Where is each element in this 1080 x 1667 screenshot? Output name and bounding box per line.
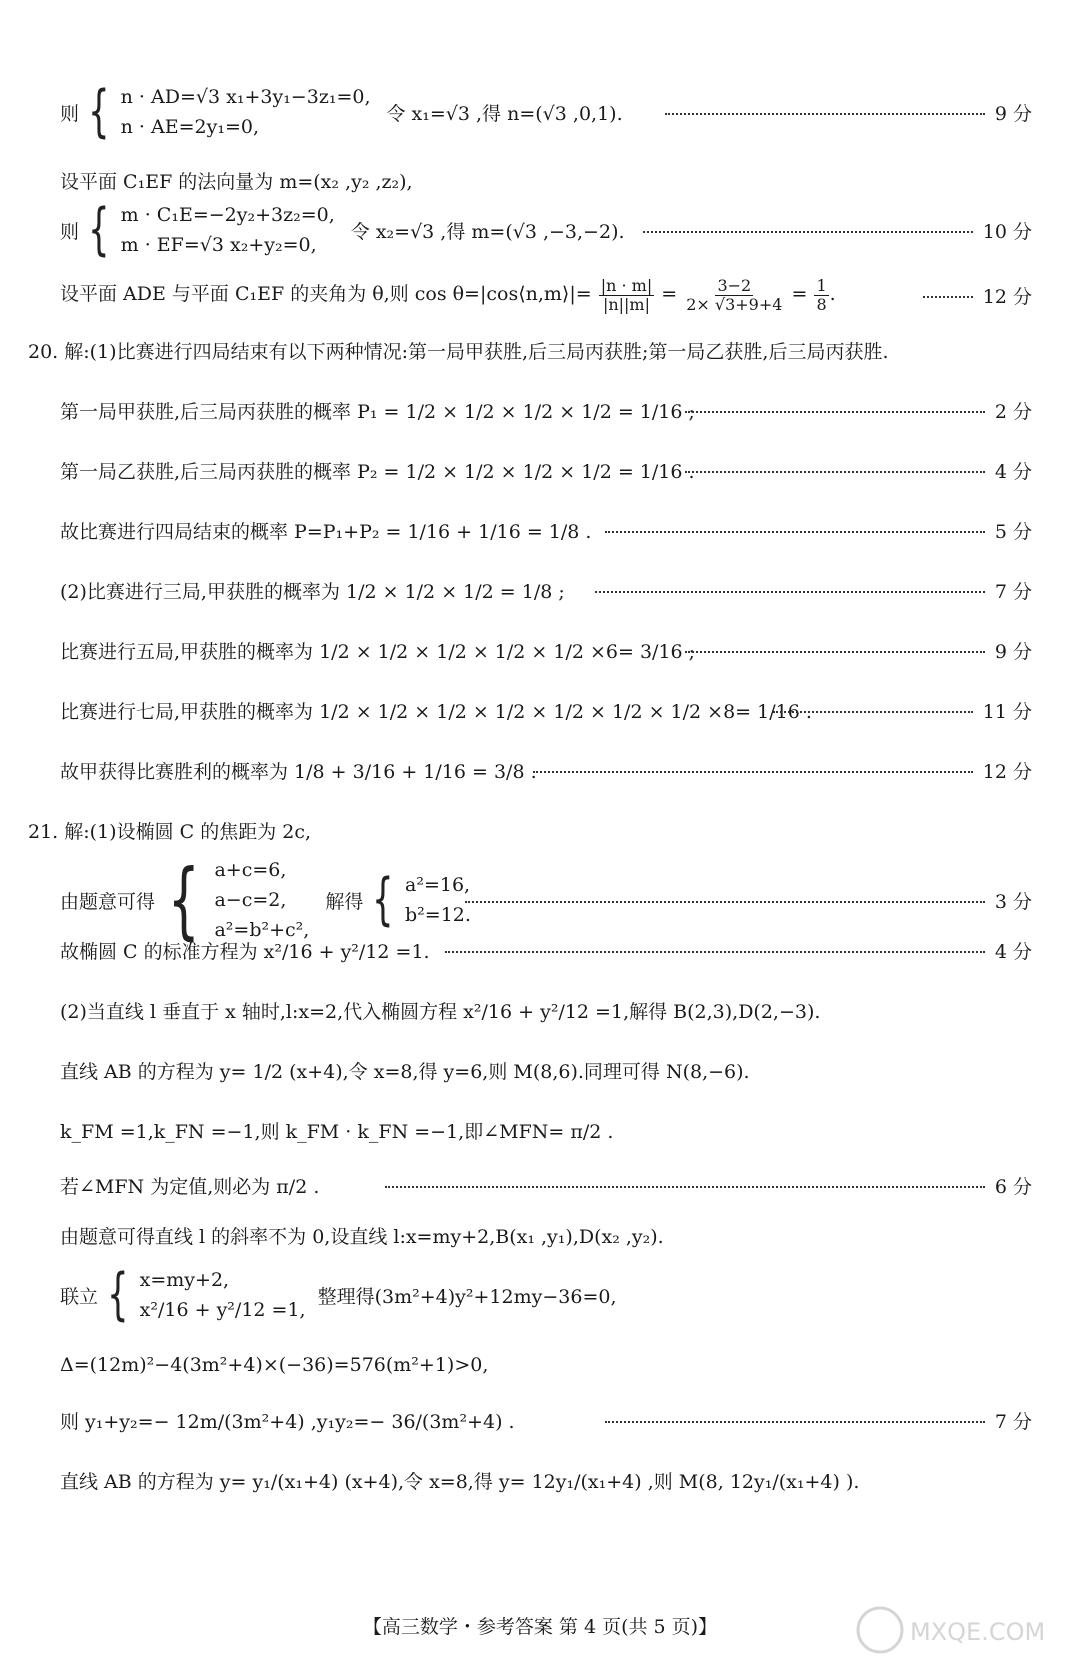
cos-text: 设平面 ADE 与平面 C₁EF 的夹角为 θ,则 cos θ=|cos⟨n,m⟩|= xyxy=(60,283,592,305)
q21-step xyxy=(0,920,1080,980)
system-intro: 联立 xyxy=(60,1285,99,1308)
dot-leader xyxy=(685,411,985,413)
dot-leader xyxy=(445,951,985,953)
solve-label: 解得 xyxy=(325,890,364,913)
page-footer: 【高三数学・参考答案 第 4 页(共 5 页)】 xyxy=(362,1616,718,1638)
eq-result: 整理得(3m²+4)y²+12my−36=0, xyxy=(317,1285,617,1308)
dot-leader xyxy=(595,591,985,593)
step-text: 故椭圆 C 的标准方程为 x²/16 + y²/12 =1. xyxy=(60,940,430,963)
watermark-logo xyxy=(850,1600,1060,1660)
q21-step xyxy=(0,1390,1080,1450)
eq-n-ae: n · AE=2y₁=0, xyxy=(120,116,260,138)
left-brace: { xyxy=(167,851,200,949)
then-label: 则 xyxy=(60,220,80,243)
system-m xyxy=(0,190,1080,270)
step-text: 故甲获得比赛胜利的概率为 1/8 + 3/16 + 1/16 = 3/8 . xyxy=(60,760,537,783)
score: 12 分 xyxy=(982,760,1032,783)
q21-step xyxy=(0,1335,1080,1395)
q21-lianli xyxy=(0,1255,1080,1335)
eq-n-result: 令 x₁=√3 ,得 n=(√3 ,0,1). xyxy=(386,102,623,125)
fraction xyxy=(599,277,655,313)
eq-m-ef: m · EF=√3 x₂+y₂=0, xyxy=(120,234,317,256)
eq: a+c=6, xyxy=(214,859,287,881)
left-brace: { xyxy=(88,197,110,262)
score: 5 分 xyxy=(994,520,1032,543)
eq-m-c1e: m · C₁E=−2y₂+3z₂=0, xyxy=(120,204,335,226)
numerator: |n · m| xyxy=(600,275,653,295)
q20-step xyxy=(0,440,1080,500)
left-brace: { xyxy=(88,79,110,144)
score: 10 分 xyxy=(982,220,1032,243)
eq: x²/16 + y²/12 =1, xyxy=(139,1299,306,1321)
fraction xyxy=(684,277,784,313)
score: 4 分 xyxy=(994,460,1032,483)
step-text: 第一局乙获胜,后三局丙获胜的概率 P₂ = 1/2 × 1/2 × 1/2 × 1/2 = 1/16 . xyxy=(60,460,695,483)
step-text: 故比赛进行四局结束的概率 P=P₁+P₂ = 1/16 + 1/16 = 1/8 . xyxy=(60,520,592,543)
step-text: 比赛进行七局,甲获胜的概率为 1/2 × 1/2 × 1/2 × 1/2 × 1/2 × 1/2 × 1/2 ×8= 1/16 . xyxy=(60,700,812,723)
numerator: 3−2 xyxy=(717,275,752,295)
watermark-circle xyxy=(858,1608,902,1652)
numerator: 1 xyxy=(816,275,827,295)
dot-leader xyxy=(685,651,985,653)
score: 9 分 xyxy=(994,640,1032,663)
q21-step xyxy=(0,1100,1080,1160)
score: 7 分 xyxy=(994,1410,1032,1433)
step-text: Δ=(12m)²−4(3m²+4)×(−36)=576(m²+1)>0, xyxy=(60,1354,489,1376)
dot-leader xyxy=(465,901,985,903)
dot-leader xyxy=(685,471,985,473)
q20-step xyxy=(0,680,1080,740)
cos-line xyxy=(0,265,1080,325)
step-text: 若∠MFN 为定值,则必为 π/2 . xyxy=(60,1175,320,1198)
q20-step xyxy=(0,380,1080,440)
dot-leader xyxy=(385,1186,985,1188)
dot-leader xyxy=(605,1421,985,1423)
system-n xyxy=(0,72,1080,152)
score: 11 分 xyxy=(982,700,1032,723)
step-text: 直线 AB 的方程为 y= 1/2 (x+4),令 x=8,得 y=6,则 M(8,6).同理可得 N(8,−6). xyxy=(60,1060,750,1083)
score: 9 分 xyxy=(994,102,1032,125)
q20-step xyxy=(0,500,1080,560)
step-text: 比赛进行五局,甲获胜的概率为 1/2 × 1/2 × 1/2 × 1/2 × 1/2 ×6= 3/16 ; xyxy=(60,640,696,663)
step-text: (2)当直线 l 垂直于 x 轴时,l:x=2,代入椭圆方程 x²/16 + y²/12 =1,解得 B(2,3),D(2,−3). xyxy=(60,1000,821,1023)
denominator: 2× √3+9+4 xyxy=(686,294,783,314)
q20-step xyxy=(0,620,1080,680)
eq: b²=12. xyxy=(405,904,471,926)
step-text: 直线 AB 的方程为 y= y₁/(x₁+4) (x+4),令 x=8,得 y= 12y₁/(x₁+4) ,则 M(8, 12y₁/(x₁+4) ). xyxy=(60,1470,860,1493)
q21-step xyxy=(0,1450,1080,1510)
plane-normal-def: 设平面 C₁EF 的法向量为 m=(x₂ ,y₂ ,z₂), xyxy=(60,170,413,193)
eq: a−c=2, xyxy=(214,889,287,911)
dot-leader xyxy=(923,296,973,298)
eq-m-result: 令 x₂=√3 ,得 m=(√3 ,−3,−2). xyxy=(350,220,625,243)
eq: x=my+2, xyxy=(139,1269,230,1291)
dot-leader xyxy=(773,711,973,713)
q20-step xyxy=(0,560,1080,620)
q21-step xyxy=(0,980,1080,1040)
q20-header xyxy=(0,320,1080,380)
score: 6 分 xyxy=(994,1175,1032,1198)
q20-title: 20. 解:(1)比赛进行四局结束有以下两种情况:第一局甲获胜,后三局丙获胜;第一局乙获胜,后三局丙获胜. xyxy=(28,340,889,363)
dot-leader xyxy=(533,771,973,773)
q21-step xyxy=(0,1040,1080,1100)
score: 3 分 xyxy=(994,890,1032,913)
watermark-text: MXQE.COM xyxy=(910,1618,1046,1646)
step-text: k_FM =1,k_FN =−1,则 k_FM · k_FN =−1,即∠MFN= π/2 . xyxy=(60,1120,614,1143)
dot-leader xyxy=(665,113,985,115)
step-text: 由题意可得直线 l 的斜率不为 0,设直线 l:x=my+2,B(x₁ ,y₁),D(x₂ ,y₂). xyxy=(60,1225,664,1248)
step-text: 第一局甲获胜,后三局丙获胜的概率 P₁ = 1/2 × 1/2 × 1/2 × 1/2 = 1/16 ; xyxy=(60,400,695,423)
fraction xyxy=(814,277,828,313)
denominator: |n||m| xyxy=(602,294,650,314)
eq: a²=b²+c², xyxy=(214,919,310,941)
score: 4 分 xyxy=(994,940,1032,963)
q20-step xyxy=(0,740,1080,800)
score: 7 分 xyxy=(994,580,1032,603)
step-text: (2)比赛进行三局,甲获胜的概率为 1/2 × 1/2 × 1/2 = 1/8 ; xyxy=(60,580,565,603)
score: 12 分 xyxy=(982,285,1032,308)
system-intro: 由题意可得 xyxy=(60,890,156,913)
eq-n-ad: n · AD=√3 x₁+3y₁−3z₁=0, xyxy=(120,86,371,108)
eq: a²=16, xyxy=(405,874,471,896)
score: 2 分 xyxy=(994,400,1032,423)
q21-title: 21. 解:(1)设椭圆 C 的焦距为 2c, xyxy=(28,820,311,843)
dot-leader xyxy=(605,531,985,533)
then-label: 则 xyxy=(60,102,80,125)
denominator: 8 xyxy=(816,294,827,314)
step-text: 则 y₁+y₂=− 12m/(3m²+4) ,y₁y₂=− 36/(3m²+4) . xyxy=(60,1410,515,1433)
left-brace: { xyxy=(107,1262,129,1327)
cos-formula: 设平面 ADE 与平面 C₁EF 的夹角为 θ,则 cos θ=|cos⟨n,m⟩|= $\frac{|n \cdot m|}{|n||m|}$ = $\frac{3-2}{2\times √3+9+4}$ = $\frac{1}{8}$ . xyxy=(60,275,836,314)
dot-leader xyxy=(643,231,973,233)
left-brace: { xyxy=(372,867,394,932)
